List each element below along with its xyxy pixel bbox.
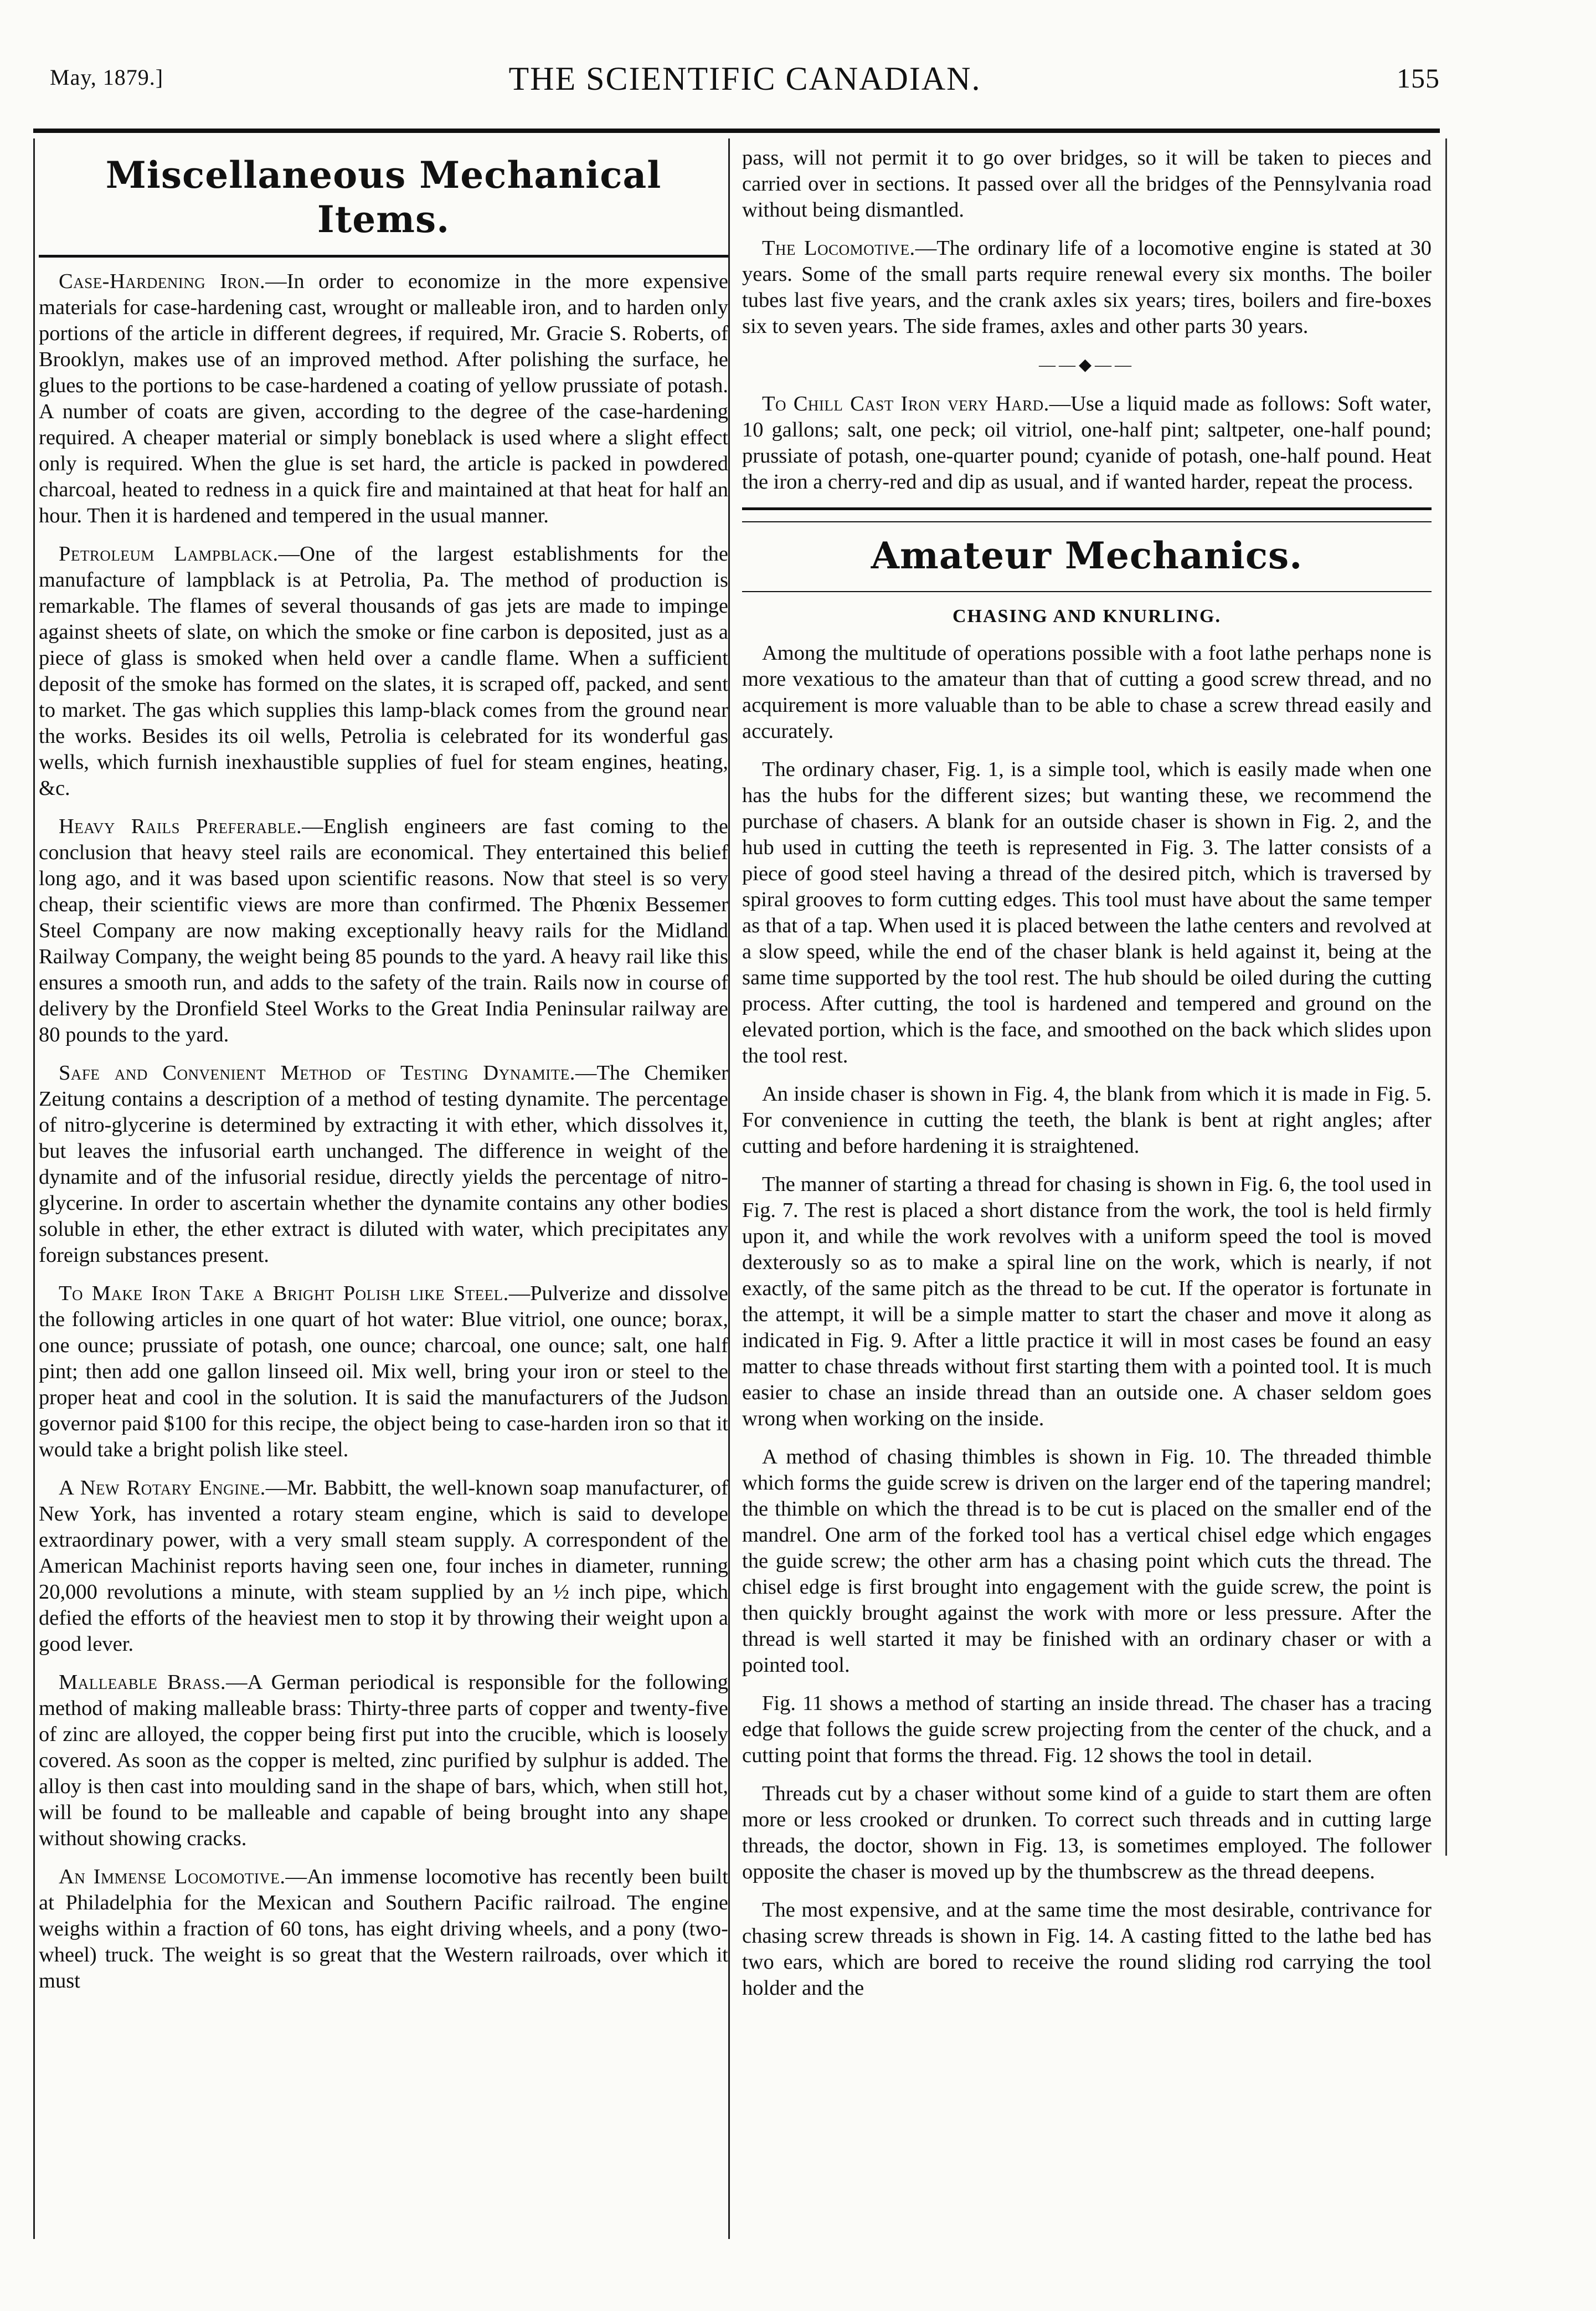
article-case-hardening bbox=[39, 269, 728, 529]
article-rotary-engine bbox=[39, 1475, 728, 1657]
article-body: —Pulverize and dissolve the following articles in one quart of hot water: Blue vitriol, one ounce; borax, one ounce; prussiate of potash, one ounce; charcoal, one ounce; salt, one half pint; then add one gallon linseed oil. Mix well, bring your iron or steel to the proper heat and cool in the solution. It is said the manufacturers of the Judson governor paid $100 for this recipe, the object being to case-harden iron so that it would take a bright polish like steel. bbox=[39, 1282, 728, 1461]
article-body: —The Chemiker Zeitung contains a description of a method of testing dynamite. The percentage of nitro-glycerine is determined by extracting it with ether, which dissolves it, but leaves the infusorial earth unchanged. The difference in weight of the dynamite and of the infusorial residue, directly yields the percentage of nitro-glycerine. In order to ascertain whether the dynamite contains any other bodies soluble in ether, the ether extract is diluted with water, which precipitates any foreign substances present. bbox=[39, 1061, 728, 1267]
paragraph: Fig. 11 shows a method of starting an inside thread. The chaser has a tracing edge that follows the guide screw projecting from the center of the chuck, and a cutting point that forms the thread. Fig. 12 shows the tool in detail. bbox=[742, 1692, 1432, 1767]
paragraph: The manner of starting a thread for chasing is shown in Fig. 6, the tool used in Fig. 7. The rest is placed a short distance from the work, the tool is held firmly upon it, and while the work revolves with a uniform speed the tool is moved dexterously so as to make a spiral line on the work, which is nearly, if not exactly, of the same pitch as the thread to be cut. If the operator is fortunate in the attempt, it will be a simple matter to start the chaser and move it along as indicated in Fig. 9. After a little practice it will in most cases be found an easy matter to chase threads without first starting them with a pointed tool. It is much easier to chase an inside thread than an outside one. A chaser seldom goes wrong when working on the inside. bbox=[742, 1173, 1432, 1430]
paragraph: A method of chasing thimbles is shown in Fig. 10. The threaded thimble which forms the guide screw is driven on the larger end of the tapering mandrel; the thimble on which the thread is to be cut is placed on the smaller end of the mandrel. One arm of the forked tool has a vertical chisel edge which engages the guide screw; the other arm has a chasing point which cuts the thread. The chisel edge is first brought into engagement with the guide screw, the point is then quickly brought against the work with more or less pressure. After the thread is well started it may be finished with an ordinary chaser or with a pointed tool. bbox=[742, 1445, 1432, 1677]
paragraph: Among the multitude of operations possible with a foot lathe perhaps none is more vexatious to the amateur than that of cutting a good screw thread, and no acquirement is more valuable than to be able to chase a screw thread easily and accurately. bbox=[742, 641, 1432, 743]
article-body: —Use a liquid made as follows: Soft water, 10 gallons; salt, one peck; oil vitriol, one-half pint; saltpeter, one-half pound; prussiate of potash, one-quarter pound; cyanide of potash, one-half pound. Heat the iron a cherry-red and dip as usual, and if wanted harder, repeat the process. bbox=[742, 392, 1432, 494]
article-head: Malleable Brass. bbox=[59, 1671, 226, 1694]
section-title-amateur: Amateur Mechanics. bbox=[871, 534, 1303, 577]
article-body: —English engineers are fast coming to the conclusion that heavy steel rails are economical. They entertained this belief long ago, and it was based upon scientific reasons. Now that steel is so very cheap, their scientific views are more than confirmed. The Phœnix Bessemer Steel Company are now making exceptionally heavy rails for the Midland Railway Company, the weight being 85 pounds to the yard. A heavy rail like this ensures a smooth run, and adds to the safety of the train. Rails now in course of delivery by the Dronfield Steel Works to the Great India Peninsular railway are 80 pounds to the yard. bbox=[39, 815, 728, 1046]
column-divider bbox=[728, 138, 730, 2239]
article-head: Safe and Convenient Method of Testing Dynamite. bbox=[59, 1061, 575, 1085]
paragraph: The ordinary chaser, Fig. 1, is a simple tool, which is easily made when one has the hubs for the different sizes; but wanting these, we recommend the purchase of chasers. A blank for an outside chaser is shown in Fig. 2, and the hub used in cutting the teeth is represented in Fig. 3. The latter consists of a piece of good steel having a thread of the desired pitch, which is traversed by spiral grooves to form cutting edges. This tool must have about the same temper as that of a tap. When used it is placed between the lathe centers and revolved at a slow speed, while the end of the chaser blank is held against it, being at the same time supported by the tool rest. The hub should be oiled during the cutting process. After cutting, the tool is hardened and tempered and ground on the elevated portion, which is the face, and smoothed on the back which slides upon the tool rest. bbox=[742, 758, 1432, 1067]
ornament-divider: ——◆—— bbox=[1038, 356, 1135, 374]
section-rule-thin bbox=[742, 521, 1432, 522]
article-head: The Locomotive. bbox=[762, 237, 915, 260]
section-rule-thin bbox=[742, 591, 1432, 592]
article-body: —An immense locomotive has recently been built at Philadelphia for the Mexican and Southern Pacific railroad. The engine weighs within a fraction of 60 tons, has eight driving wheels, and a pony (two-wheel) truck. The weight is so great that the Western railroads, over which it must bbox=[39, 1865, 728, 1992]
page-header bbox=[50, 60, 1440, 104]
publication-title: THE SCIENTIFIC CANADIAN. bbox=[508, 60, 981, 97]
left-frame-line bbox=[33, 138, 35, 2239]
section-rule bbox=[742, 507, 1432, 510]
article-petroleum-lampblack bbox=[39, 541, 728, 802]
article-continuation: pass, will not permit it to go over bridges, so it will be taken to pieces and carried over in sections. It passed over all the bridges of the Pennsylvania road without being dismantled. bbox=[742, 146, 1432, 222]
article-heavy-rails bbox=[39, 814, 728, 1048]
paragraph: An inside chaser is shown in Fig. 4, the blank from which it is made in Fig. 5. For convenience in cutting the teeth, the blank is bent at right angles; after cutting and before hardening it is straightened. bbox=[742, 1082, 1432, 1158]
article-immense-locomotive bbox=[39, 1864, 728, 1994]
right-column bbox=[742, 145, 1432, 2239]
article-head: Petroleum Lampblack. bbox=[59, 542, 279, 566]
article-body: —In order to economize in the more expensive materials for case-hardening cast, wrought or malleable iron, and to harden only portions of the article in different degrees, if required, Mr. Gracie S. Roberts, of Brooklyn, makes use of an improved method. After polishing the surface, he glues to the portions to be case-hardened a coating of yellow prussiate of potash. A number of coats are given, according to the degree of the case-hardening required. A cheaper material or simply boneblack is used where a slight effect only is required. When the glue is set hard, the article is packed in powdered charcoal, heated to redness in a quick fire and maintained at that heat for half an hour. Then it is hardened and tempered in the usual manner. bbox=[39, 270, 728, 527]
article-subtitle: CHASING AND KNURLING. bbox=[953, 606, 1221, 626]
issue-date: May, 1879.] bbox=[50, 65, 164, 90]
article-testing-dynamite bbox=[39, 1060, 728, 1269]
paragraph: Threads cut by a chaser without some kind of a guide to start them are often more or less crooked or drunken. To correct such threads and in cutting large threads, the doctor, shown in Fig. 13, is sometimes employed. The follower opposite the chaser is moved up by the thumbscrew as the thread deepens. bbox=[742, 1782, 1432, 1883]
article-body: —A German periodical is responsible for the following method of making malleable brass: Thirty-three parts of copper and twenty-five of zinc are alloyed, the copper being first put into the crucible, which is loosely covered. As soon as the copper is melted, zinc purified by sulphur is added. The alloy is then cast into moulding sand in the shape of bars, which, when still hot, will be found to be malleable and capable of being brought into any shape without showing cracks. bbox=[39, 1671, 728, 1850]
article-bright-polish bbox=[39, 1281, 728, 1463]
article-head: To Chill Cast Iron very Hard. bbox=[762, 392, 1049, 415]
article-head: An Immense Locomotive. bbox=[59, 1865, 286, 1888]
article-body: —The ordinary life of a locomotive engine is stated at 30 years. Some of the small parts require renewal every six months. The boiler tubes last five years, and the crank axles six years; tires, boilers and fire-boxes six to seven years. The side frames, axles and other parts 30 years. bbox=[742, 237, 1432, 338]
section-rule bbox=[39, 255, 728, 258]
article-head: To Make Iron Take a Bright Polish like Steel. bbox=[59, 1282, 509, 1305]
article-head: A New Rotary Engine. bbox=[59, 1476, 266, 1499]
article-the-locomotive bbox=[742, 235, 1432, 340]
header-rule bbox=[33, 129, 1440, 133]
article-head: Case-Hardening Iron. bbox=[59, 270, 266, 293]
page-number: 155 bbox=[1397, 63, 1440, 94]
article-body: —One of the largest establishments for the manufacture of lampblack is at Petrolia, Pa. The method of production is remarkable. The flames of several thousands of gas jets are made to impinge against sheets of slate, on which the smoke or fine carbon is deposited, just as a piece of glass is smoked when held over a candle flame. When a sufficient deposit of the smoke has formed on the slates, it is scraped off, packed, and sent to market. The gas which supplies this lamp-black comes from the ground near the works. Besides its oil wells, Petrolia is celebrated for its wonderful gas wells, which furnish inexhaustible supplies of fuel for steam engines, heating, &c. bbox=[39, 542, 728, 800]
article-malleable-brass bbox=[39, 1670, 728, 1852]
left-column bbox=[39, 145, 728, 2239]
paragraph: The most expensive, and at the same time the most desirable, contrivance for chasing screw threads is shown in Fig. 14. A casting fitted to the lathe bed has two ears, which are bored to receive the round sliding rod carrying the tool holder and the bbox=[742, 1898, 1432, 2000]
section-title-misc: Miscellaneous Mechanical Items. bbox=[105, 153, 662, 241]
article-body: —Mr. Babbitt, the well-known soap manufacturer, of New York, has invented a rotary steam engine, which is said to develope extraordinary power, with a very small steam supply. A correspondent of the American Machinist reports having seen one, four inches in diameter, running 20,000 revolutions a minute, with steam supplied by an ½ inch pipe, which defied the efforts of the heaviest men to stop it by throwing their weight upon a good lever. bbox=[39, 1476, 728, 1656]
right-frame-line bbox=[1445, 138, 1447, 1856]
article-head: Heavy Rails Preferable. bbox=[59, 815, 302, 838]
article-chill-cast-iron bbox=[742, 391, 1432, 495]
